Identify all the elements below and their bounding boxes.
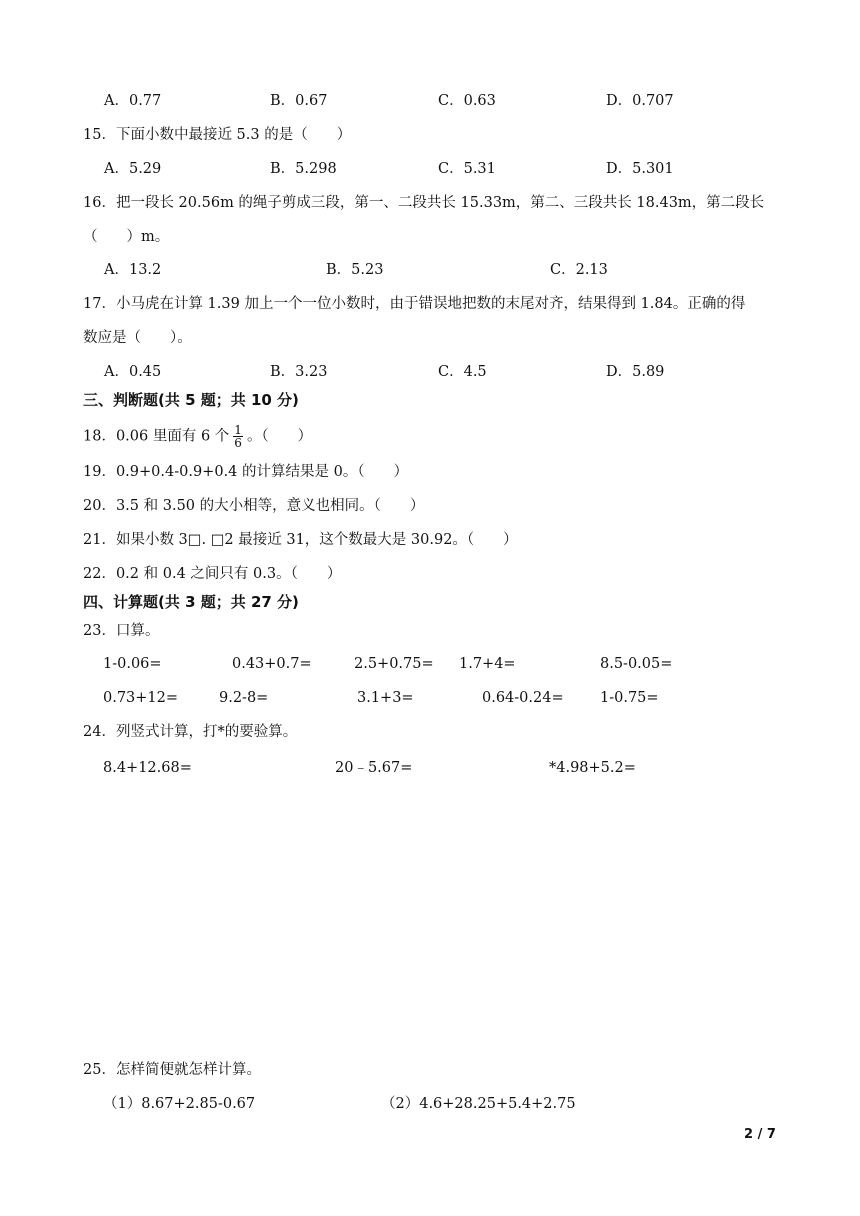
q24-item: 20﹣5.67=: [335, 760, 413, 776]
q24-stem: 24．列竖式计算，打*的要验算。: [83, 724, 298, 740]
q23-stem: 23．口算。: [83, 623, 160, 639]
q18-text-before: 18．0.06 里面有 6 个: [83, 428, 230, 445]
q23-row1-item: 2.5+0.75=: [354, 656, 434, 672]
q25-item: （1）8.67+2.85-0.67: [103, 1096, 256, 1112]
q24-item: *4.98+5.2=: [549, 760, 636, 776]
q23-row2-item: 3.1+3=: [357, 690, 414, 706]
q17-option-d: D．5.89: [606, 364, 665, 380]
q23-row1-item: 8.5-0.05=: [600, 656, 673, 672]
q25-item: （2）4.6+28.25+5.4+2.75: [381, 1096, 576, 1112]
q16-stem-line1: 16．把一段长 20.56m 的绳子剪成三段，第一、二段共长 15.33m，第二、三段共长 18.43m，第二段长: [83, 195, 765, 211]
q24-item: 8.4+12.68=: [103, 760, 192, 776]
q16-option-a: A．13.2: [104, 262, 162, 278]
q18: [83, 424, 312, 449]
q15-option-d: D．5.301: [606, 161, 674, 177]
q17-stem-line1: 17．小马虎在计算 1.39 加上一个一位小数时，由于错误地把数的末尾对齐，结果得到 1.84。正确的得: [83, 296, 746, 312]
q15-stem: 15．下面小数中最接近 5.3 的是（ ）: [83, 127, 352, 143]
q22: 22．0.2 和 0.4 之间只有 0.3。（ ）: [83, 566, 342, 582]
q14-option-c: C．0.63: [438, 93, 496, 109]
q15-option-c: C．5.31: [438, 161, 496, 177]
q17-option-a: A．0.45: [104, 364, 162, 380]
section-3-heading: 三、判断题(共 5 题；共 10 分): [83, 391, 299, 409]
q23-row1-item: 1-0.06=: [103, 656, 162, 672]
q20: 20．3.5 和 3.50 的大小相等，意义也相同。（ ）: [83, 498, 425, 514]
page-number: 2 / 7: [744, 1127, 776, 1142]
section-4-heading: 四、计算题(共 3 题；共 27 分): [83, 593, 299, 611]
q23-row1-item: 1.7+4=: [459, 656, 516, 672]
q23-row2-item: 0.73+12=: [103, 690, 179, 706]
q18-fraction-denominator: 6: [234, 436, 242, 450]
q15-option-b: B．5.298: [270, 161, 337, 177]
q16-option-b: B．5.23: [326, 262, 384, 278]
q23-row2-item: 1-0.75=: [600, 690, 659, 706]
q25-stem: 25．怎样简便就怎样计算。: [83, 1062, 261, 1078]
q18-fraction: [233, 424, 243, 449]
q16-option-c: C．2.13: [550, 262, 608, 278]
q14-option-b: B．0.67: [270, 93, 328, 109]
q21: 21．如果小数 3□. □2 最接近 31，这个数最大是 30.92。（ ）: [83, 532, 518, 548]
q15-option-a: A．5.29: [104, 161, 162, 177]
q23-row2-item: 9.2-8=: [219, 690, 269, 706]
q19: 19．0.9+0.4-0.9+0.4 的计算结果是 0。（ ）: [83, 464, 409, 480]
q17-option-b: B．3.23: [270, 364, 328, 380]
q14-option-a: A．0.77: [104, 93, 162, 109]
q18-text-after: 。（ ）: [246, 428, 313, 445]
q18-fraction-numerator: 1: [234, 423, 242, 437]
q17-stem-line2: 数应是（ ）。: [83, 330, 192, 346]
q16-stem-line2: （ ）m。: [83, 229, 170, 245]
q23-row2-item: 0.64-0.24=: [482, 690, 564, 706]
q23-row1-item: 0.43+0.7=: [232, 656, 312, 672]
q17-option-c: C．4.5: [438, 364, 487, 380]
q14-option-d: D．0.707: [606, 93, 674, 109]
